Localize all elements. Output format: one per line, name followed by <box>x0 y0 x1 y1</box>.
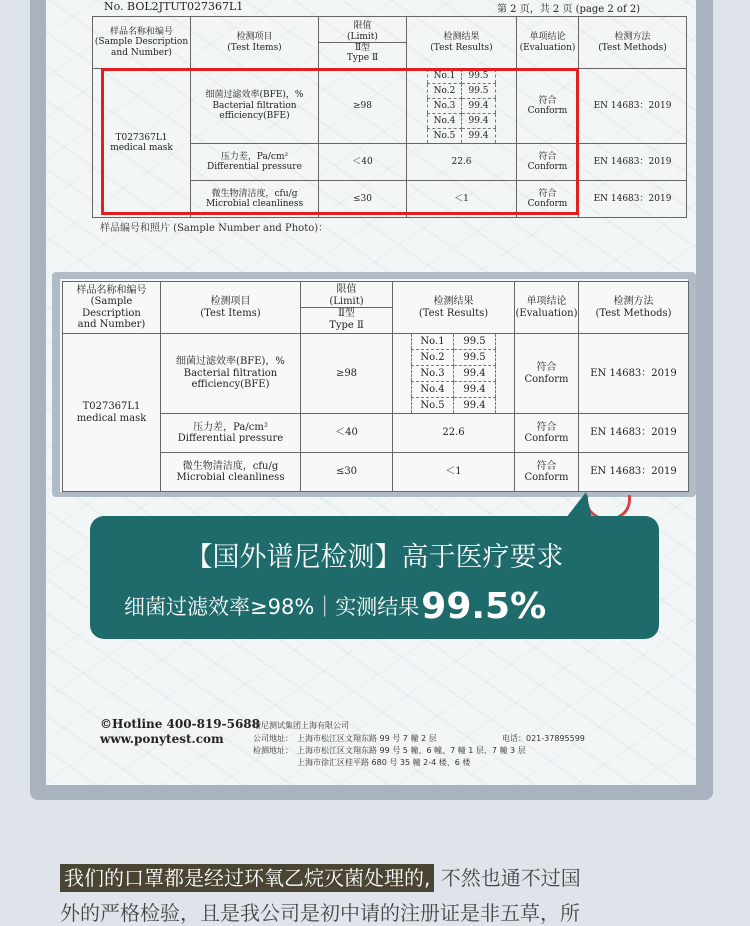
banner-highlight-value: 99.5% <box>421 586 547 627</box>
zoom-eval-microbial: 符合 Conform <box>515 453 579 492</box>
website: www.ponytest.com <box>100 732 224 746</box>
eval-bfe: 符合 Conform <box>517 69 579 144</box>
zoom-header-methods: 检测方法 (Test Methods) <box>579 282 689 334</box>
limit-microbial: ≤30 <box>319 181 407 218</box>
header-limit: 限值 (Limit) Ⅱ型 Type Ⅱ <box>319 17 407 69</box>
zoom-header-evaluation: 单项结论 (Evaluation) <box>515 282 579 334</box>
zoom-results-bfe: No.1 99.5 No.2 99.5 No.3 99.4 No.4 99.4 No.5 99.4 <box>393 334 515 414</box>
zoom-limit-microbial: ≤30 <box>301 453 393 492</box>
zoom-header-limit: 限值 (Limit) Ⅱ型 Type Ⅱ <box>301 282 393 334</box>
method-pressure: EN 14683：2019 <box>579 144 687 181</box>
document-number: No. BOL2JTUT027367L1 <box>104 0 244 13</box>
item-pressure: 压力差，Pa/cm² Differential pressure <box>191 144 319 181</box>
limit-pressure: ＜40 <box>319 144 407 181</box>
method-bfe: EN 14683：2019 <box>579 69 687 144</box>
zoom-method-pressure: EN 14683：2019 <box>579 414 689 453</box>
zoom-limit-bfe: ≥98 <box>301 334 393 414</box>
zoom-header-items: 检测项目 (Test Items) <box>161 282 301 334</box>
photo-caption: 样品编号和照片 (Sample Number and Photo)： <box>100 223 329 234</box>
item-microbial: 微生物清洁度，cfu/g Microbial cleanliness <box>191 181 319 218</box>
company-phone: 电话：021-37895599 <box>502 734 585 743</box>
banner-title: 【国外谱尼检测】高于医疗要求 <box>185 542 564 573</box>
result-microbial: ＜1 <box>407 181 517 218</box>
zoom-header-results: 检测结果 (Test Results) <box>393 282 515 334</box>
zoom-sample-name: T027367L1 medical mask <box>63 334 161 492</box>
header-sample: 样品名称和编号 (Sample Description and Number) <box>93 17 191 69</box>
lab-address-2: 上海市徐汇区桂平路 680 号 35 幢 2-4 楼、6 楼 <box>297 758 471 767</box>
zoom-item-pressure: 压力差，Pa/cm² Differential pressure <box>161 414 301 453</box>
zoom-result-pressure: 22.6 <box>393 414 515 453</box>
method-microbial: EN 14683：2019 <box>579 181 687 218</box>
zoom-header-sample: 样品名称和编号 (Sample Description and Number) <box>63 282 161 334</box>
company-name: 谱尼测试集团上海有限公司 <box>253 721 349 730</box>
header-results: 检测结果 (Test Results) <box>407 17 517 69</box>
header-evaluation: 单项结论 (Evaluation) <box>517 17 579 69</box>
bottom-paragraph-line2: 外的严格检验，且是我公司是初中请的注册证是非五草，所 <box>60 901 580 925</box>
eval-microbial: 符合 Conform <box>517 181 579 218</box>
sample-name: T027367L1 medical mask <box>93 69 191 218</box>
header-items: 检测项目 (Test Items) <box>191 17 319 69</box>
zoom-eval-pressure: 符合 Conform <box>515 414 579 453</box>
bottom-paragraph <box>60 862 581 891</box>
zoom-item-microbial: 微生物清洁度，cfu/g Microbial cleanliness <box>161 453 301 492</box>
address-label: 公司地址： <box>253 734 293 743</box>
zoom-eval-bfe: 符合 Conform <box>515 334 579 414</box>
zoom-item-bfe: 细菌过滤效率(BFE)，% Bacterial filtration efficiency(BFE) <box>161 334 301 414</box>
bottom-highlight: 我们的口罩都是经过环氧乙烷灭菌处理的, <box>60 864 434 892</box>
results-bfe: No.1 99.5 No.2 99.5 No.3 99.4 No.4 99.4 No.5 99.4 <box>407 69 517 144</box>
bottom-rest: 不然也通不过国 <box>440 866 581 890</box>
hotline: ©Hotline 400-819-5688 <box>100 717 260 731</box>
banner-pointer <box>566 492 592 518</box>
zoom-method-bfe: EN 14683：2019 <box>579 334 689 414</box>
zoom-limit-pressure: ＜40 <box>301 414 393 453</box>
eval-pressure: 符合 Conform <box>517 144 579 181</box>
item-bfe: 细菌过滤效率(BFE)，% Bacterial filtration efficiency(BFE) <box>191 69 319 144</box>
limit-bfe: ≥98 <box>319 69 407 144</box>
company-address: 上海市松江区文翔东路 99 号 7 幢 2 层 <box>297 734 437 743</box>
page-number: 第 2 页，共 2 页 (page 2 of 2) <box>497 4 641 15</box>
lab-address-1: 上海市松江区文翔东路 99 号 5 幢、6 幢、7 幢 1 层、7 幢 3 层 <box>297 746 526 755</box>
highlight-box <box>101 68 579 215</box>
promo-banner <box>90 516 659 639</box>
banner-subtitle <box>124 586 546 627</box>
header-methods: 检测方法 (Test Methods) <box>579 17 687 69</box>
lab-label: 检测地址： <box>253 746 293 755</box>
zoom-result-microbial: ＜1 <box>393 453 515 492</box>
zoom-method-microbial: EN 14683：2019 <box>579 453 689 492</box>
banner-subtitle-text: 细菌过滤效率≥98%｜实测结果 <box>124 595 420 619</box>
result-pressure: 22.6 <box>407 144 517 181</box>
zoomed-results-table <box>62 281 689 492</box>
